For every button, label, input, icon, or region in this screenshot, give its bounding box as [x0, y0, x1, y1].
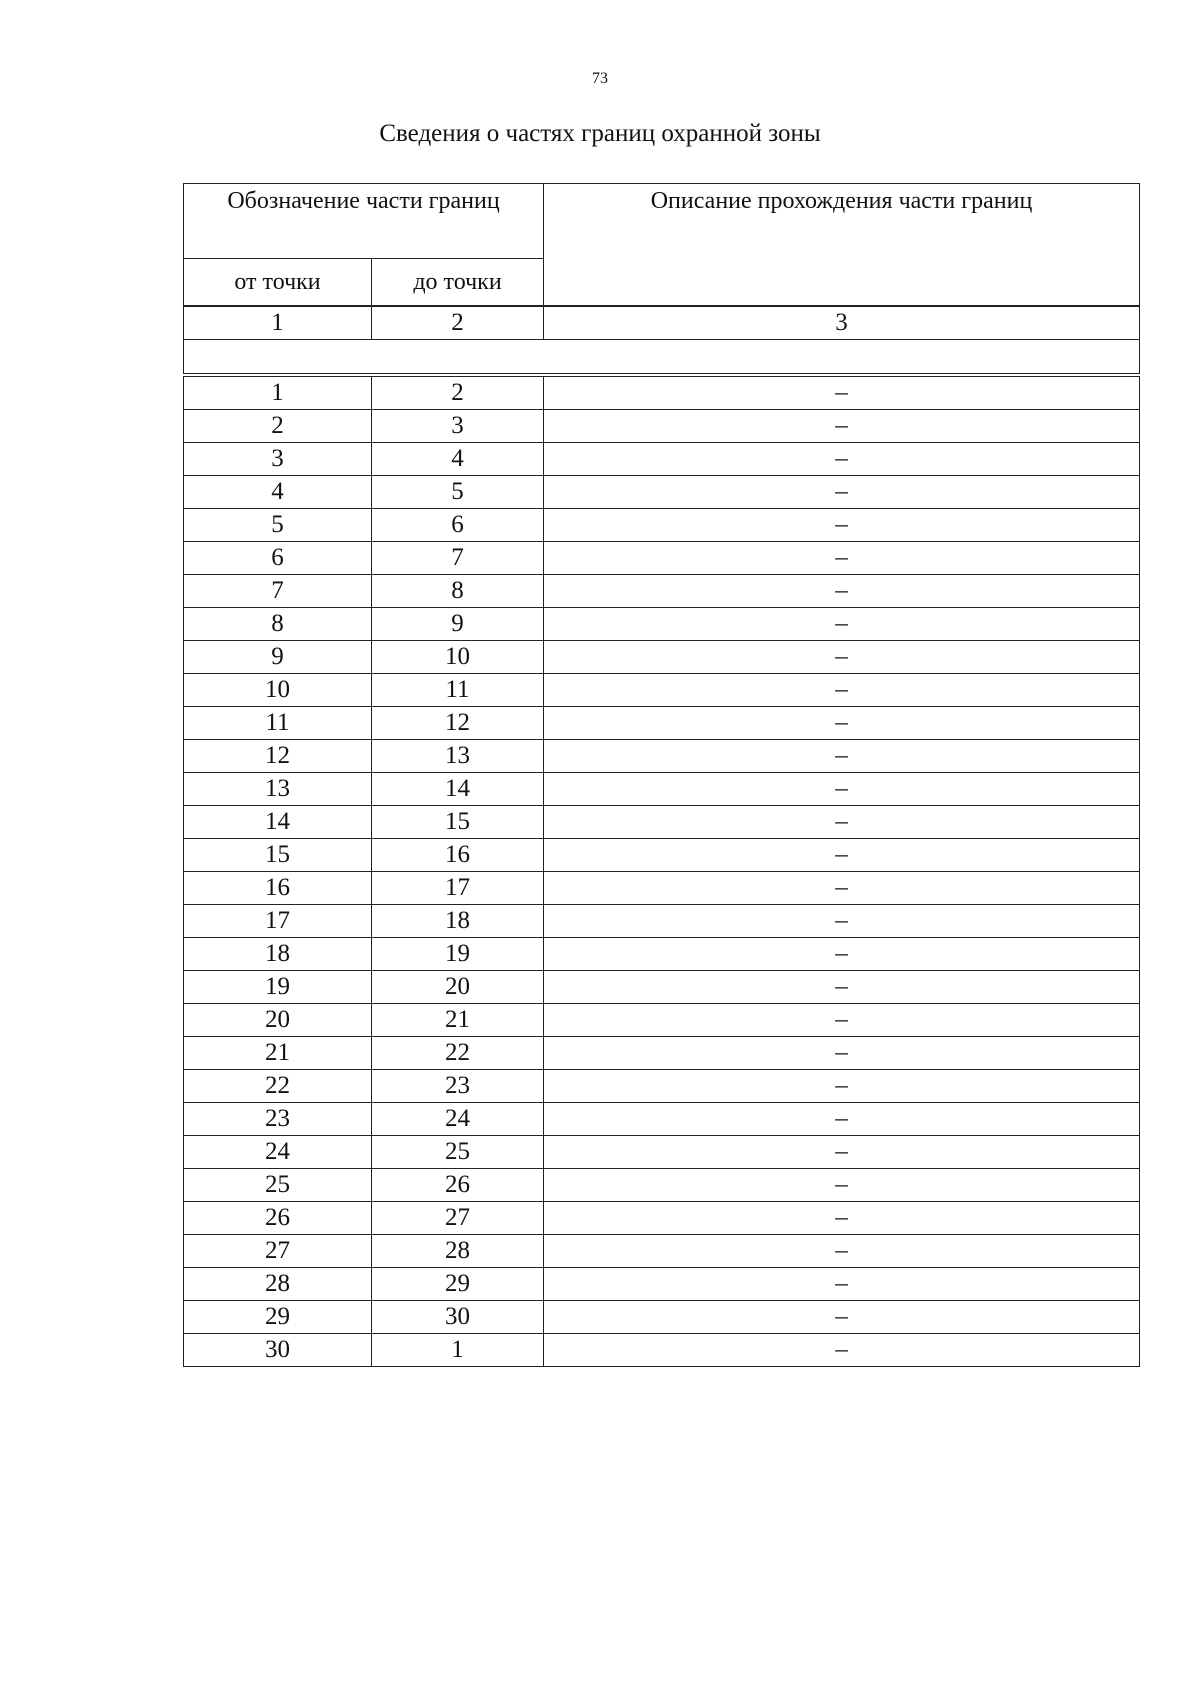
- from-point-cell: 8: [184, 608, 372, 641]
- from-point-cell: 7: [184, 575, 372, 608]
- from-point-cell: 26: [184, 1202, 372, 1235]
- description-cell: –: [544, 410, 1140, 443]
- column-number-cell: 1: [184, 307, 372, 340]
- to-point-cell: 12: [372, 707, 544, 740]
- description-cell: –: [544, 1202, 1140, 1235]
- header-to-point: до точки: [372, 259, 544, 306]
- boundary-parts-table: [183, 306, 1140, 1367]
- description-cell: –: [544, 674, 1140, 707]
- description-cell: –: [544, 608, 1140, 641]
- header-boundary-designation: Обозначение части границ: [184, 184, 544, 259]
- description-cell: –: [544, 1169, 1140, 1202]
- to-point-cell: 18: [372, 905, 544, 938]
- page-number: 73: [592, 70, 608, 87]
- description-cell: –: [544, 1037, 1140, 1070]
- to-point-cell: 26: [372, 1169, 544, 1202]
- table-row: [184, 905, 1140, 938]
- description-cell: –: [544, 1103, 1140, 1136]
- from-point-cell: 18: [184, 938, 372, 971]
- to-point-cell: 10: [372, 641, 544, 674]
- to-point-cell: 2: [372, 377, 544, 410]
- table-row: [184, 1202, 1140, 1235]
- to-point-cell: 6: [372, 509, 544, 542]
- blank-section-row: [184, 340, 1140, 374]
- description-cell: –: [544, 443, 1140, 476]
- from-point-cell: 22: [184, 1070, 372, 1103]
- description-cell: –: [544, 377, 1140, 410]
- from-point-cell: 11: [184, 707, 372, 740]
- from-point-cell: 28: [184, 1268, 372, 1301]
- header-from-point: от точки: [184, 259, 372, 306]
- to-point-cell: 29: [372, 1268, 544, 1301]
- to-point-cell: 1: [372, 1334, 544, 1367]
- to-point-cell: 28: [372, 1235, 544, 1268]
- header-boundary-description: Описание прохождения части границ: [544, 184, 1140, 306]
- from-point-cell: 14: [184, 806, 372, 839]
- table-row: [184, 1334, 1140, 1367]
- column-number-cell: 3: [544, 307, 1140, 340]
- from-point-cell: 3: [184, 443, 372, 476]
- to-point-cell: 11: [372, 674, 544, 707]
- to-point-cell: 7: [372, 542, 544, 575]
- to-point-cell: 9: [372, 608, 544, 641]
- from-point-cell: 5: [184, 509, 372, 542]
- table-row: [184, 773, 1140, 806]
- table-row: [184, 971, 1140, 1004]
- from-point-cell: 9: [184, 641, 372, 674]
- from-point-cell: 4: [184, 476, 372, 509]
- description-cell: –: [544, 971, 1140, 1004]
- column-number-row: [184, 307, 1140, 340]
- table-row: [184, 1268, 1140, 1301]
- description-cell: –: [544, 872, 1140, 905]
- table-row: [184, 509, 1140, 542]
- table-row: [184, 938, 1140, 971]
- boundary-parts-table-header: [183, 183, 1140, 306]
- table-row: [184, 377, 1140, 410]
- from-point-cell: 15: [184, 839, 372, 872]
- table-row: [184, 575, 1140, 608]
- table-row: [184, 641, 1140, 674]
- to-point-cell: 8: [372, 575, 544, 608]
- to-point-cell: 23: [372, 1070, 544, 1103]
- table-row: [184, 476, 1140, 509]
- column-number-cell: 2: [372, 307, 544, 340]
- description-cell: –: [544, 575, 1140, 608]
- from-point-cell: 10: [184, 674, 372, 707]
- to-point-cell: 17: [372, 872, 544, 905]
- table-row: [184, 839, 1140, 872]
- from-point-cell: 20: [184, 1004, 372, 1037]
- description-cell: –: [544, 806, 1140, 839]
- from-point-cell: 24: [184, 1136, 372, 1169]
- from-point-cell: 21: [184, 1037, 372, 1070]
- to-point-cell: 19: [372, 938, 544, 971]
- table-row: [184, 674, 1140, 707]
- to-point-cell: 30: [372, 1301, 544, 1334]
- to-point-cell: 5: [372, 476, 544, 509]
- to-point-cell: 14: [372, 773, 544, 806]
- table-body: [184, 307, 1140, 1367]
- table-row: [184, 872, 1140, 905]
- to-point-cell: 20: [372, 971, 544, 1004]
- table-row: [184, 1169, 1140, 1202]
- table-row: [184, 740, 1140, 773]
- description-cell: –: [544, 1136, 1140, 1169]
- description-cell: –: [544, 1004, 1140, 1037]
- from-point-cell: 30: [184, 1334, 372, 1367]
- from-point-cell: 12: [184, 740, 372, 773]
- description-cell: –: [544, 542, 1140, 575]
- description-cell: –: [544, 641, 1140, 674]
- table-row: [184, 1070, 1140, 1103]
- from-point-cell: 25: [184, 1169, 372, 1202]
- description-cell: –: [544, 476, 1140, 509]
- to-point-cell: 25: [372, 1136, 544, 1169]
- description-cell: –: [544, 740, 1140, 773]
- table-row: [184, 1004, 1140, 1037]
- from-point-cell: 1: [184, 377, 372, 410]
- description-cell: –: [544, 1334, 1140, 1367]
- to-point-cell: 15: [372, 806, 544, 839]
- table-row: [184, 1037, 1140, 1070]
- to-point-cell: 24: [372, 1103, 544, 1136]
- to-point-cell: 13: [372, 740, 544, 773]
- blank-section-cell: [184, 340, 1140, 374]
- description-cell: –: [544, 509, 1140, 542]
- description-cell: –: [544, 1235, 1140, 1268]
- from-point-cell: 2: [184, 410, 372, 443]
- table-row: [184, 410, 1140, 443]
- description-cell: –: [544, 905, 1140, 938]
- table-row: [184, 707, 1140, 740]
- table-row: [184, 1136, 1140, 1169]
- to-point-cell: 3: [372, 410, 544, 443]
- to-point-cell: 21: [372, 1004, 544, 1037]
- from-point-cell: 23: [184, 1103, 372, 1136]
- table-row: [184, 1103, 1140, 1136]
- description-cell: –: [544, 707, 1140, 740]
- table-row: [184, 1301, 1140, 1334]
- description-cell: –: [544, 1301, 1140, 1334]
- from-point-cell: 19: [184, 971, 372, 1004]
- from-point-cell: 17: [184, 905, 372, 938]
- from-point-cell: 16: [184, 872, 372, 905]
- to-point-cell: 22: [372, 1037, 544, 1070]
- description-cell: –: [544, 839, 1140, 872]
- to-point-cell: 4: [372, 443, 544, 476]
- from-point-cell: 27: [184, 1235, 372, 1268]
- description-cell: –: [544, 938, 1140, 971]
- table-row: [184, 806, 1140, 839]
- table-row: [184, 443, 1140, 476]
- table-row: [184, 1235, 1140, 1268]
- to-point-cell: 27: [372, 1202, 544, 1235]
- from-point-cell: 13: [184, 773, 372, 806]
- description-cell: –: [544, 1070, 1140, 1103]
- from-point-cell: 6: [184, 542, 372, 575]
- table-row: [184, 608, 1140, 641]
- description-cell: –: [544, 773, 1140, 806]
- to-point-cell: 16: [372, 839, 544, 872]
- description-cell: –: [544, 1268, 1140, 1301]
- document-title: Сведения о частях границ охранной зоны: [379, 120, 821, 147]
- table-row: [184, 542, 1140, 575]
- from-point-cell: 29: [184, 1301, 372, 1334]
